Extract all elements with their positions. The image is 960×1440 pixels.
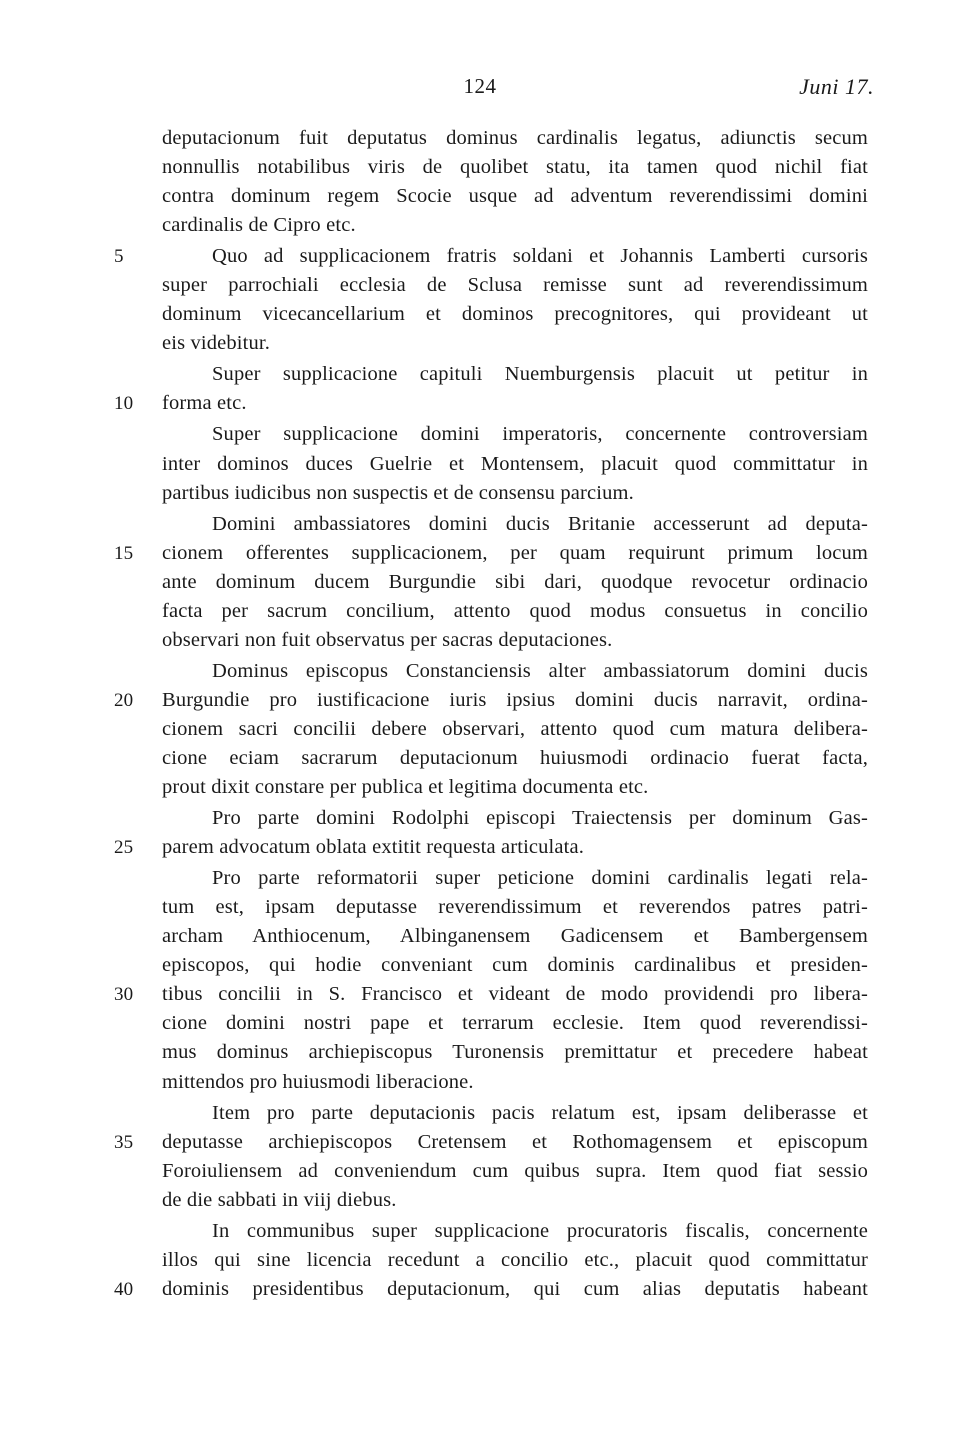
line-text: super parrochiali ecclesia de Sclusa remisse sunt ad reverendissimum xyxy=(162,274,868,297)
text-line xyxy=(162,568,868,597)
line-text: deputacionum fuit deputatus dominus cardinalis legatus, adiunctis secum xyxy=(162,127,868,149)
text-line xyxy=(162,773,868,802)
line-text: archam Anthiocenum, Albinganensem Gadicensem et Bambergensem xyxy=(162,925,868,948)
text-line xyxy=(162,804,868,833)
line-text: partibus iudicibus non suspectis et de consensu parcium. xyxy=(162,481,634,504)
line-text: cione eciam sacrarum deputacionum huiusmodi ordinacio fuerat facta, xyxy=(162,746,868,769)
text-line xyxy=(162,329,868,358)
line-text: deputasse archiepiscopos Cretensem et Rothomagensem et episcopum xyxy=(162,1130,868,1153)
line-text: Super supplicacione domini imperatoris, concernente controversiam xyxy=(212,423,868,446)
text-line xyxy=(162,951,868,980)
line-number: 10 xyxy=(114,393,134,415)
text-line xyxy=(162,864,868,893)
line-text: cionem offerentes supplicacionem, per quam requirunt primum locum xyxy=(162,541,868,564)
line-text: Item pro parte deputacionis pacis relatum est, ipsam deliberasse et xyxy=(212,1101,868,1124)
text-line xyxy=(162,271,868,300)
text-line xyxy=(162,1217,868,1246)
text-line xyxy=(114,980,868,1009)
text-line xyxy=(162,597,868,626)
text-line xyxy=(162,744,868,773)
line-text: Dominus episcopus Constanciensis alter ambassiatorum domini ducis xyxy=(212,659,868,682)
line-text: cionem sacri concilii debere observari, attento quod cum matura delibera- xyxy=(162,717,868,740)
line-number: 35 xyxy=(114,1131,134,1153)
text-line xyxy=(162,420,868,449)
running-head: Juni 17. xyxy=(799,74,874,99)
line-text: In communibus super supplicacione procuratoris fiscalis, concernente xyxy=(212,1219,868,1242)
text-line xyxy=(162,626,868,655)
page-number: 124 xyxy=(463,74,497,98)
line-text: eis videbitur. xyxy=(162,332,271,355)
line-text: Super supplicacione capituli Nuemburgensis placuit ut petitur in xyxy=(212,363,868,386)
line-number: 20 xyxy=(114,689,134,711)
line-text: Pro parte domini Rodolphi episcopi Traiectensis per dominum Gas- xyxy=(212,807,868,830)
line-text: cardinalis de Cipro etc. xyxy=(162,214,356,237)
line-text: facta per sacrum concilium, attento quod modus consuetus in concilio xyxy=(162,599,868,622)
text-line xyxy=(162,360,868,389)
line-text: inter dominos duces Guelrie et Montensem, placuit quod committatur in xyxy=(162,452,868,475)
line-text: dominum vicecancellarium et dominos precognitores, qui provideant ut xyxy=(162,303,868,326)
line-text: tum est, ipsam deputasse reverendissimum et reverendos patres patri- xyxy=(162,896,868,919)
text-line xyxy=(114,1275,868,1304)
line-text: cione domini nostri pape et terrarum ecclesie. Item quod reverendissi- xyxy=(162,1012,868,1035)
text-line xyxy=(114,833,868,862)
line-text: Domini ambassiatores domini ducis Britanie accesserunt ad deputa- xyxy=(212,512,868,535)
text-line xyxy=(162,124,868,153)
line-text: observari non fuit observatus per sacras deputaciones. xyxy=(162,628,613,651)
line-text: Foroiuliensem ad conveniendum cum quibus supra. Item quod fiat sessio xyxy=(162,1159,868,1182)
text-line xyxy=(114,242,868,271)
text-line xyxy=(162,893,868,922)
line-text: prout dixit constare per publica et legitima documenta etc. xyxy=(162,776,649,799)
line-text: parem advocatum oblata extitit requesta articulata. xyxy=(162,836,585,859)
text-line xyxy=(162,715,868,744)
text-line xyxy=(162,450,868,479)
line-text: episcopos, qui hodie conveniant cum dominis cardinalibus et presiden- xyxy=(162,954,868,977)
text-line xyxy=(162,153,868,182)
text-line xyxy=(162,479,868,508)
body-text xyxy=(114,124,868,1304)
line-text: tibus concilii in S. Francisco et videant de modo providendi pro libera- xyxy=(162,983,868,1006)
line-text: nonnullis notabilibus viris de quolibet statu, ita tamen quod nichil fiat xyxy=(162,156,868,179)
line-text: forma etc. xyxy=(162,392,247,415)
line-text: contra dominum regem Scocie usque ad adventum reverendissimi domini xyxy=(162,185,868,208)
line-text: Pro parte reformatorii super peticione domini cardinalis legati rela- xyxy=(212,867,868,890)
text-line xyxy=(114,389,868,418)
line-number: 30 xyxy=(114,984,134,1006)
text-line xyxy=(162,922,868,951)
text-line xyxy=(114,539,868,568)
text-line xyxy=(162,1009,868,1038)
text-line xyxy=(162,657,868,686)
line-text: dominis presidentibus deputacionum, qui cum alias deputatis habeant xyxy=(162,1277,868,1300)
text-line xyxy=(114,1128,868,1157)
text-line xyxy=(162,1186,868,1215)
text-line xyxy=(162,1068,868,1097)
line-text: Burgundie pro iustificacione iuris ipsius domini ducis narravit, ordina- xyxy=(162,688,868,711)
text-line xyxy=(162,510,868,539)
text-line xyxy=(162,1099,868,1128)
line-text: illos qui sine licencia recedunt a concilio etc., placuit quod committatur xyxy=(162,1248,868,1271)
line-text: ante dominum ducem Burgundie sibi dari, quodque revocetur ordinacio xyxy=(162,570,868,593)
text-line xyxy=(162,1157,868,1186)
text-line xyxy=(114,686,868,715)
text-line xyxy=(162,182,868,211)
text-line xyxy=(162,1246,868,1275)
line-text: Quo ad supplicacionem fratris soldani et Johannis Lamberti cursoris xyxy=(212,245,868,268)
text-line xyxy=(162,300,868,329)
line-number: 15 xyxy=(114,542,134,564)
line-number: 5 xyxy=(114,246,124,268)
line-text: mittendos pro huiusmodi liberacione. xyxy=(162,1070,474,1093)
text-line xyxy=(162,1038,868,1067)
line-number: 40 xyxy=(114,1278,134,1300)
line-number: 25 xyxy=(114,837,134,859)
line-text: de die sabbati in viij diebus. xyxy=(162,1188,397,1211)
line-text: mus dominus archiepiscopus Turonensis premittatur et precedere habeat xyxy=(162,1041,868,1064)
text-line xyxy=(162,211,868,240)
